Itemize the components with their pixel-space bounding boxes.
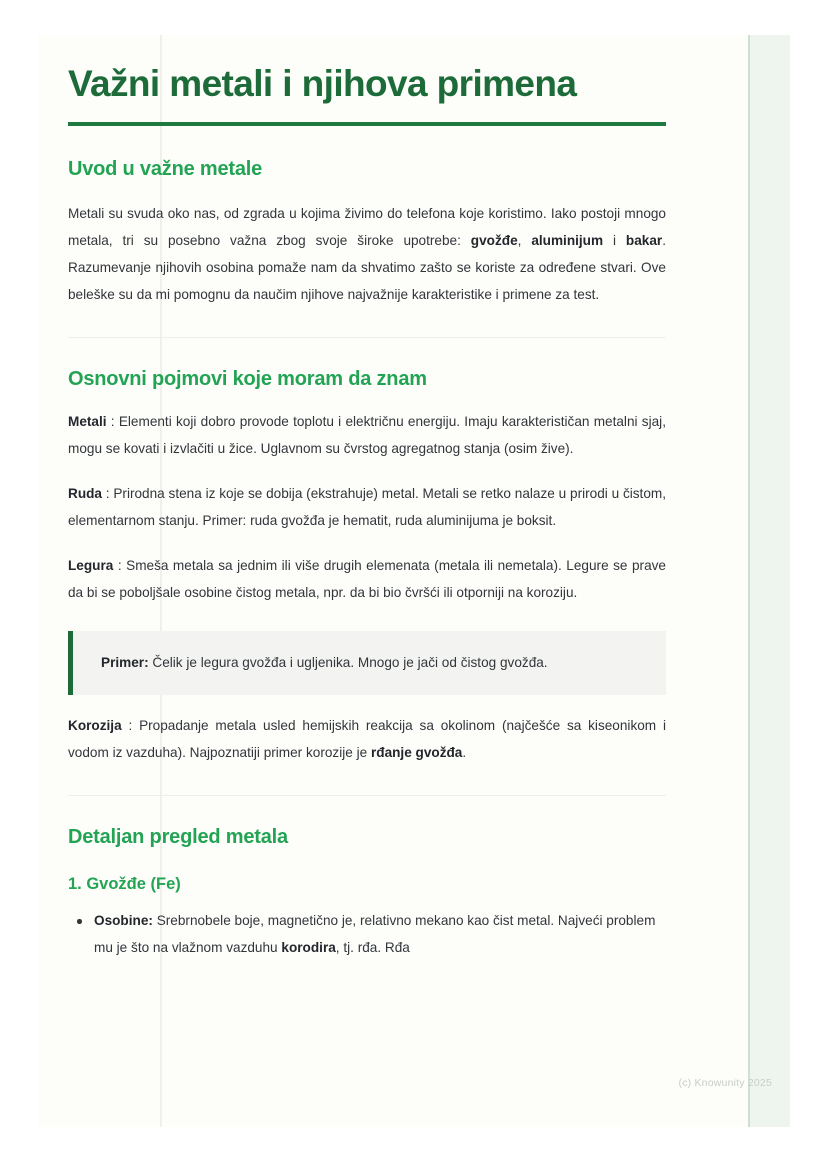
term-sep-ruda: :: [101, 485, 114, 501]
term-label-legura: Legura: [68, 557, 114, 573]
term-metali: [68, 409, 666, 463]
callout-paragraph: [101, 650, 642, 677]
section-divider-2: [68, 795, 666, 796]
example-callout: [68, 631, 666, 696]
list-item: [94, 908, 666, 961]
intro-bold-gvozdje: gvožđe: [470, 233, 518, 249]
term-def-metali: Elementi koji dobro provode toplotu i električnu energiju. Imaju karakterističan metalni sjaj, mogu se kovati i izvlačiti u žice. Uglavnom su čvrstog agregatnog stanja (osim žive).: [68, 414, 666, 456]
section-divider-1: [68, 337, 666, 338]
document-content: [68, 35, 666, 961]
term-legura: [68, 553, 666, 607]
term-label-metali: Metali: [68, 414, 107, 430]
title-underline-rule: [68, 122, 666, 126]
term-def-korozija-1: Propadanje metala usled hemijskih reakcija sa okolinom (najčešće sa kiseonikom i vodom iz vazduha). Najpoznatiji primer korozije je: [68, 718, 666, 761]
term-def-legura: Smeša metala sa jednim ili više drugih elemenata (metala ili nemetala). Legure se prave da bi se poboljšale osobine čistog metala, npr. da bi bio čvršći ili otporniji na koroziju.: [68, 557, 666, 600]
term-sep-korozija: :: [121, 718, 140, 734]
intro-bold-aluminijum: aluminijum: [531, 233, 604, 249]
term-sep-metali: :: [106, 414, 119, 430]
page-title: Važni metali i njihova primena: [68, 63, 577, 104]
bullet-text-2: , tj. rđa. Rđa: [335, 939, 410, 955]
details-bullet-list: [68, 908, 666, 961]
term-def-korozija-2: .: [462, 745, 467, 761]
intro-sep-1: ,: [517, 233, 532, 249]
term-def-ruda: Prirodna stena iz koje se dobija (ekstrahuje) metal. Metali se retko nalaze u prirodi u čistom, elementarnom stanju. Primer: ruda gvožđa je hematit, ruda aluminijuma je boksit.: [68, 485, 666, 528]
section-heading-terms: Osnovni pojmovi koje moram da znam: [68, 368, 427, 391]
term-ruda: [68, 481, 666, 535]
term-sep-legura: :: [113, 557, 127, 573]
intro-sep-2: i: [603, 233, 626, 249]
callout-text: Čelik je legura gvožđa i ugljenika. Mnogo je jači od čistog gvožđa.: [148, 654, 548, 670]
term-label-ruda: Ruda: [68, 485, 102, 501]
bullet-bold-korodira: korodira: [281, 939, 336, 955]
intro-text-1: Metali su svuda oko nas, od zgrada u kojima živimo do telefona koje koristimo. Iako postoji mnogo metala, tri su posebno važna zbog svoje široke upotrebe:: [68, 206, 666, 249]
copyright-watermark: (c) Knowunity 2025: [678, 1077, 772, 1089]
callout-label: Primer:: [101, 654, 149, 670]
term-label-korozija: Korozija: [68, 718, 122, 734]
term-korozija: [68, 713, 666, 767]
intro-paragraph: [68, 201, 666, 309]
term-bold-rdjanje: rđanje gvožđa: [370, 745, 463, 761]
subsection-heading-gvozdje: 1. Gvožđe (Fe): [68, 875, 181, 894]
intro-text-2: . Razumevanje njihovih osobina pomaže nam da shvatimo zašto se koriste za određene stvari. Ove beleške su da mi pomognu da naučim njihove najvažnije karakteristike i primene za test.: [68, 233, 666, 303]
bullet-label-osobine: Osobine:: [94, 913, 153, 929]
document-page: [38, 35, 790, 1127]
bullet-text-1: Srebrnobele boje, magnetično je, relativno mekano kao čist metal. Najveći problem mu je što na vlažnom vazduhu: [94, 913, 656, 955]
page-edge-strip: [748, 35, 790, 1127]
section-heading-intro: Uvod u važne metale: [68, 158, 263, 181]
section-heading-details: Detaljan pregled metala: [68, 826, 288, 849]
intro-bold-bakar: bakar: [625, 233, 663, 249]
